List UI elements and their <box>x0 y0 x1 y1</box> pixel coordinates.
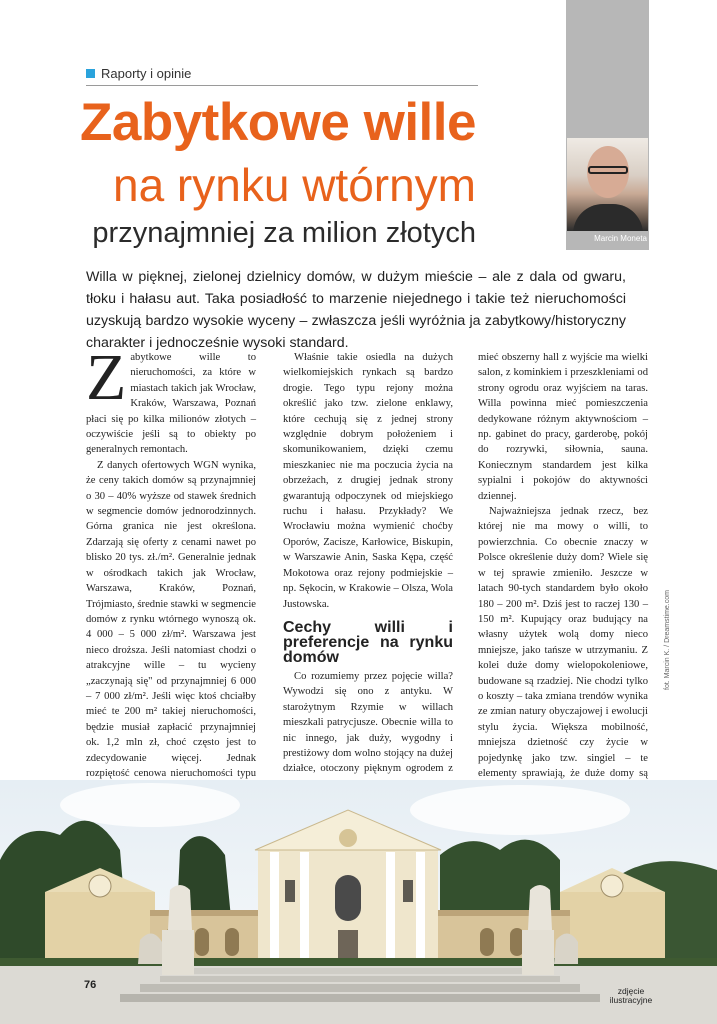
author-glasses-shape <box>588 166 628 174</box>
section-divider <box>86 85 478 86</box>
paragraph: Co rozumiemy przez pojęcie willa? Wywodzi się ono z antyku. W starożytnym Rzymie w willach mieszkali patrycjusze. Obecnie willa to nic innego, jak duży, wygodny i prestiżowy dom wolno stojący na dużej działce, otoczony pięknym ogrodem z <box>283 670 453 775</box>
section-label-text: Raporty i opinie <box>101 66 192 81</box>
drop-cap: Z <box>86 341 127 414</box>
author-name: Marcin Moneta <box>594 234 647 243</box>
paragraph: Z danych ofertowych WGN wynika, że ceny takich domów są przynajmniej o 30 – 40% wyższe od stawek średnich w segmencie domów jednorodzinnych. Górna granica nie jest określona. Zdarzają się oferty z cenami nawet po blisko 20 tys. zł./m². Generalnie jednak w ośrodkach takich jak Wrocław, Warszawa, Kraków, Poznań, Trójmiasto, średnie stawki w segmencie domów z rynku wtórnego wynoszą ok. 4 000 – 5 000 zł/m². Warszawa jest nieco droższa. Jeśli natomiast chodzi o atrakcyjne wille – tu wycieny „zaczynają się" od przynajmniej 6 000 – 7 000 zł/m². Jeśli więc ktoś chciałby mieć te 200 m² takiej nieruchomości, będzie musiał zapłacić przynajmniej ok. 1,2 mln zł, choć często jest to zdecydowanie więcej. Jednak rozpiętość cenowa nieruchomości typu <box>86 459 256 779</box>
page-number: 76 <box>84 979 97 991</box>
subheading: Cechy willi i preferencje na rynku domów <box>283 618 453 666</box>
paragraph: Właśnie takie osiedla na dużych wielkomiejskich rynkach są bardzo drogie. Tego typu rejony można określić jako tzw. zielone enklawy, które cechują się z jednej strony względnie dobrym położeniem i skomunikowaniem, dzięki czemu mieszkaniec nie ma poczucia życia na obrzeżach, z drugiej jednak strony gwarantują odpoczynek od miejskiego ruchu i hałasu. Przykłady? We Wrocławiu można wymienić choćby Oporów, Zacisze, Karłowice, Biskupin, w Warszawie Anin, Saska Kępa, część Mokotowa oraz rejony podmiejskie – np. Sękocin, w Krakowie – Olsza, Wola Justowska. <box>283 352 453 610</box>
lead-paragraph: Willa w pięknej, zielonej dzielnicy domów, w dużym mieście – ale z dala od gwaru, tłoku i hałasu aut. Taka posiadłość to marzenie niejednego i takie też nieruchomości uzyskują bardzo wysokie wyceny – zwłaszcza jeśli wyróżnia ja zabytkowy/historyczny charakter i jednocześnie wysoki standard. <box>86 269 626 351</box>
article-title-line2: na rynku wtórnym <box>112 159 476 211</box>
paragraph: Najważniejsza jednak rzecz, bez której nie ma mowy o willi, to powierzchnia. Co obecnie znaczy w Polsce określenie duży dom? Wiele się w tej sprawie zmieniło. Jeszcze w latach 90-tych standardem było około 180 – 200 m². Dziś jest to raczej 130 – 150 m². Kupujący oraz budujący na własny użytek wolą domy nieco mniejsze, jako tańsze w utrzymaniu. Z kolei duże domy wielopokoleniowe, budowane są rzadziej. Nie chodzi tylko o koszty – taka zmiana trendów wynika ze zmian natury obyczajowej i ewolucji stylu życia. Większa mobilność, mniejsza dzietność czy życie w pojedynkę jako tzw. singiel – te elementy sprawiają, że duże domy są <box>478 506 648 779</box>
article-title-line1: Zabytkowe wille <box>79 93 476 152</box>
photo-credit: fot. Marcin K. / Dreamstime.com <box>664 590 671 690</box>
paragraph-text: abytkowe wille to nieruchomości, za które w miastach takich jak Wrocław, Kraków, Warszawa, Poznań płaci się po kilka milionów złotych – oczywiście jeśli są to obiekty po generalnych remontach. <box>86 352 256 456</box>
author-photo <box>567 138 648 231</box>
paragraph <box>86 341 256 458</box>
section-label <box>86 66 191 81</box>
article-title-line3: przynajmniej za milion złotych <box>92 217 476 249</box>
paragraph: mieć obszerny hall z wyjście ma wielki salon, z kominkiem i przeszkleniami od strony ogrodu oraz wyjściem na taras. Willa powinna mieć pomieszczenia dedykowane różnym aktywnościom – np. gabinet do pracy, garderobę, pokój do rozrywki, siłownia, sauna. Koniecznym standardem jest kilka sypialni i pokojów do aktywności dziennej. <box>478 352 648 502</box>
author-body-shape <box>573 204 643 231</box>
section-square-icon <box>86 69 95 78</box>
image-caption: zdjęcie ilustracyjne <box>609 986 653 1005</box>
